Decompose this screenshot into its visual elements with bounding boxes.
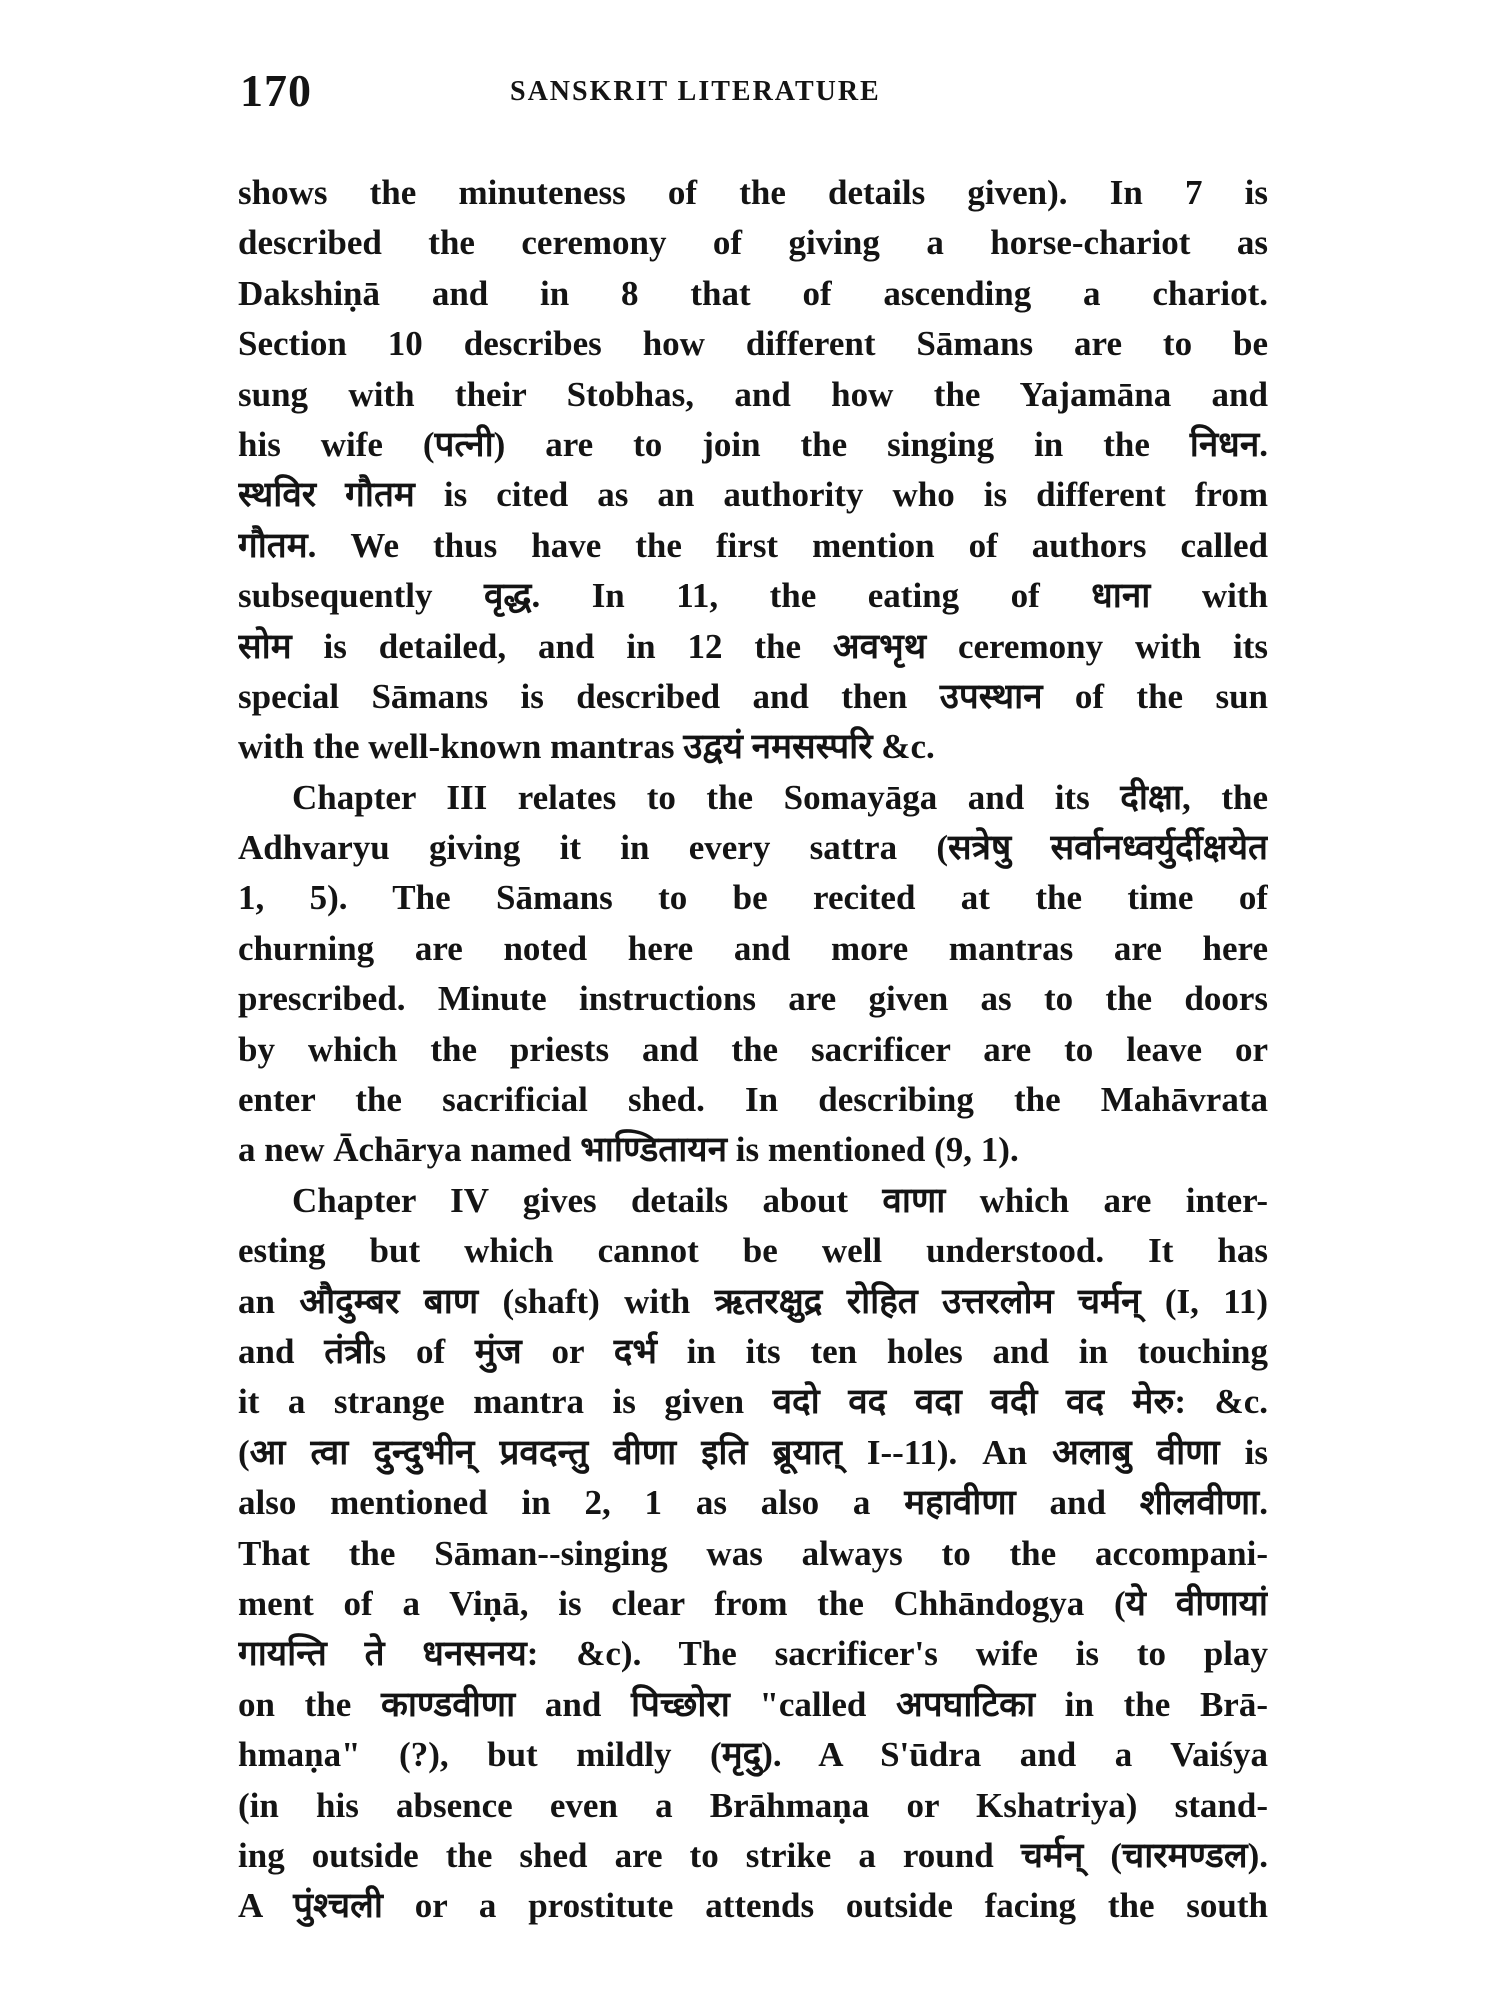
text-line: also mentioned in 2, 1 as also a महावीणा and शीलवीणा. — [238, 1483, 1268, 1523]
text-line: enter the sacrificial shed. In describing the Mahāvrata — [238, 1080, 1268, 1120]
text-line: his wife (पत्नी) are to join the singing in the निधन. — [238, 424, 1268, 464]
text-line: Dakshiṇā and in 8 that of ascending a chariot. — [238, 273, 1268, 313]
running-head-title: SANSKRIT LITERATURE — [510, 76, 881, 107]
text-line: prescribed. Minute instructions are given as to the doors — [238, 979, 1268, 1019]
text-line: churning are noted here and more mantras are here — [238, 928, 1268, 968]
text-line: hmaṇa" (?), but mildly (मृदु). A S'ūdra and a Vaiśya — [238, 1735, 1268, 1775]
text-line: described the ceremony of giving a horse-chariot as — [238, 223, 1268, 263]
text-line: स्थविर गौतम is cited as an authority who is different from — [238, 475, 1268, 515]
page-number: 170 — [240, 65, 312, 116]
text-line: Chapter IV gives details about वाणा which are inter- — [292, 1180, 1268, 1220]
text-line: on the काण्डवीणा and पिच्छोरा "called अपघाटिका in the Brā- — [238, 1684, 1268, 1724]
text-line: (आ त्वा दुन्दुभीन् प्रवदन्तु वीणा इति ब्रूयात् I--11). An अलाबु वीणा is — [238, 1432, 1268, 1472]
body-text — [238, 168, 1268, 1932]
text-line: esting but which cannot be well understood. It has — [238, 1231, 1268, 1271]
text-line: गायन्ति ते धनसनय: &c). The sacrificer's wife is to play — [238, 1634, 1268, 1674]
text-line: and तंत्रीs of मुंज or दर्भ in its ten holes and in touching — [238, 1331, 1268, 1371]
text-line: a new Āchārya named भाण्डितायन is mentioned (9, 1). — [238, 1130, 1019, 1170]
text-line: by which the priests and the sacrificer are to leave or — [238, 1029, 1268, 1069]
text-line: Chapter III relates to the Somayāga and its दीक्षा, the — [292, 777, 1268, 817]
text-line: A पुंश्चली or a prostitute attends outside facing the south — [238, 1886, 1268, 1926]
text-line: it a strange mantra is given वदो वद वदा वदी वद मेरु: &c. — [238, 1382, 1268, 1422]
text-line: (in his absence even a Brāhmaṇa or Kshatriya) stand- — [238, 1785, 1268, 1825]
text-line: गौतम. We thus have the first mention of authors called — [238, 525, 1268, 565]
text-line: special Sāmans is described and then उपस्थान of the sun — [238, 676, 1268, 716]
text-line: Adhvaryu giving it in every sattra (सत्रेषु सर्वानध्वर्युर्दीक्षयेत — [238, 828, 1268, 868]
text-line: sung with their Stobhas, and how the Yajamāna and — [238, 374, 1268, 414]
text-line: That the Sāman--singing was always to the accompani- — [238, 1533, 1268, 1573]
text-line: सोम is detailed, and in 12 the अवभृथ ceremony with its — [238, 626, 1268, 666]
text-line: subsequently वृद्ध. In 11, the eating of धाना with — [238, 576, 1268, 616]
text-line: Section 10 describes how different Sāmans are to be — [238, 324, 1268, 364]
text-line: ment of a Viṇā, is clear from the Chhāndogya (ये वीणायां — [238, 1583, 1268, 1623]
text-line: 1, 5). The Sāmans to be recited at the time of — [238, 878, 1268, 918]
text-line: ing outside the shed are to strike a round चर्मन् (चारमण्डल). — [238, 1835, 1268, 1875]
text-line: shows the minuteness of the details given). In 7 is — [238, 173, 1268, 212]
text-line: with the well-known mantras उद्वयं नमसस्परि &c. — [238, 727, 935, 767]
text-line: an औदुम्बर बाण (shaft) with ऋतरक्षुद्र रोहित उत्तरलोम चर्मन् (I, 11) — [238, 1281, 1268, 1321]
